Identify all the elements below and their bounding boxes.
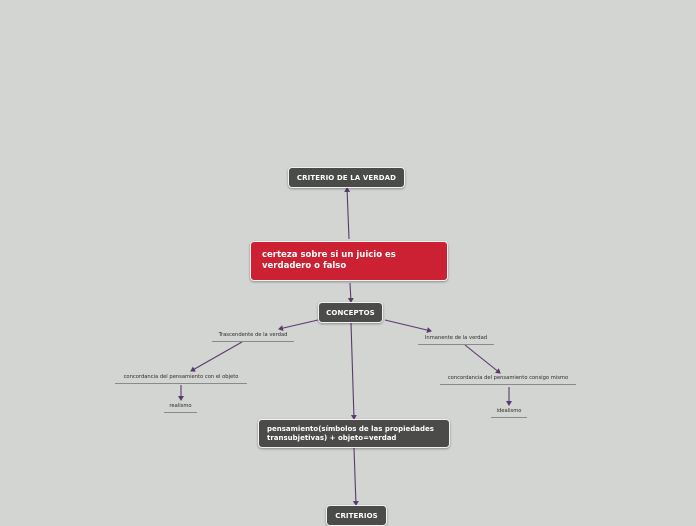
node-pensamiento[interactable] — [258, 419, 450, 448]
node-main-topic[interactable] — [250, 241, 448, 281]
node-criterios-label: CRITERIOS — [335, 511, 378, 520]
connector-conceptos-to-inmanente — [385, 320, 431, 331]
node-concordancia-objeto-label: concordancia del pensamiento con el objeto — [123, 374, 239, 380]
node-concordancia-objeto[interactable] — [115, 374, 247, 384]
connector-pensamiento-to-criterios — [354, 448, 356, 505]
connector-conceptos-to-pensamiento — [351, 323, 354, 419]
connector-trascendente-to-concordancia-objeto — [191, 342, 242, 371]
connector-inmanente-to-concordancia-mismo — [465, 345, 500, 373]
node-inmanente-label: Inmanente de la verdad — [424, 335, 488, 341]
node-realismo[interactable] — [164, 403, 197, 413]
node-pensamiento-label: pensamiento(símbolos de las propiedades transubjetivas) + objeto=verdad — [267, 424, 434, 442]
connector-conceptos-to-trascendente — [279, 320, 318, 329]
node-criterios[interactable] — [326, 505, 387, 526]
node-trascendente[interactable] — [212, 332, 294, 342]
node-concordancia-mismo-label: concordancia del pensamiento consigo mismo — [447, 375, 569, 381]
node-inmanente[interactable] — [418, 335, 494, 345]
node-criterio-de-la-verdad[interactable] — [288, 167, 405, 188]
connector-main-to-conceptos — [350, 283, 351, 302]
node-idealismo[interactable] — [491, 408, 527, 418]
node-main-label: certeza sobre si un juicio es verdadero o falso — [262, 250, 396, 271]
node-trascendente-label: Trascendente de la verdad — [218, 332, 288, 338]
connector-main-to-criterio — [347, 188, 349, 239]
node-concordancia-mismo[interactable] — [440, 375, 576, 385]
node-criterio-label: CRITERIO DE LA VERDAD — [296, 173, 397, 182]
node-idealismo-label: idealismo — [496, 408, 522, 414]
node-conceptos-label: CONCEPTOS — [326, 308, 375, 317]
node-realismo-label: realismo — [169, 403, 192, 409]
node-conceptos[interactable] — [318, 302, 383, 323]
